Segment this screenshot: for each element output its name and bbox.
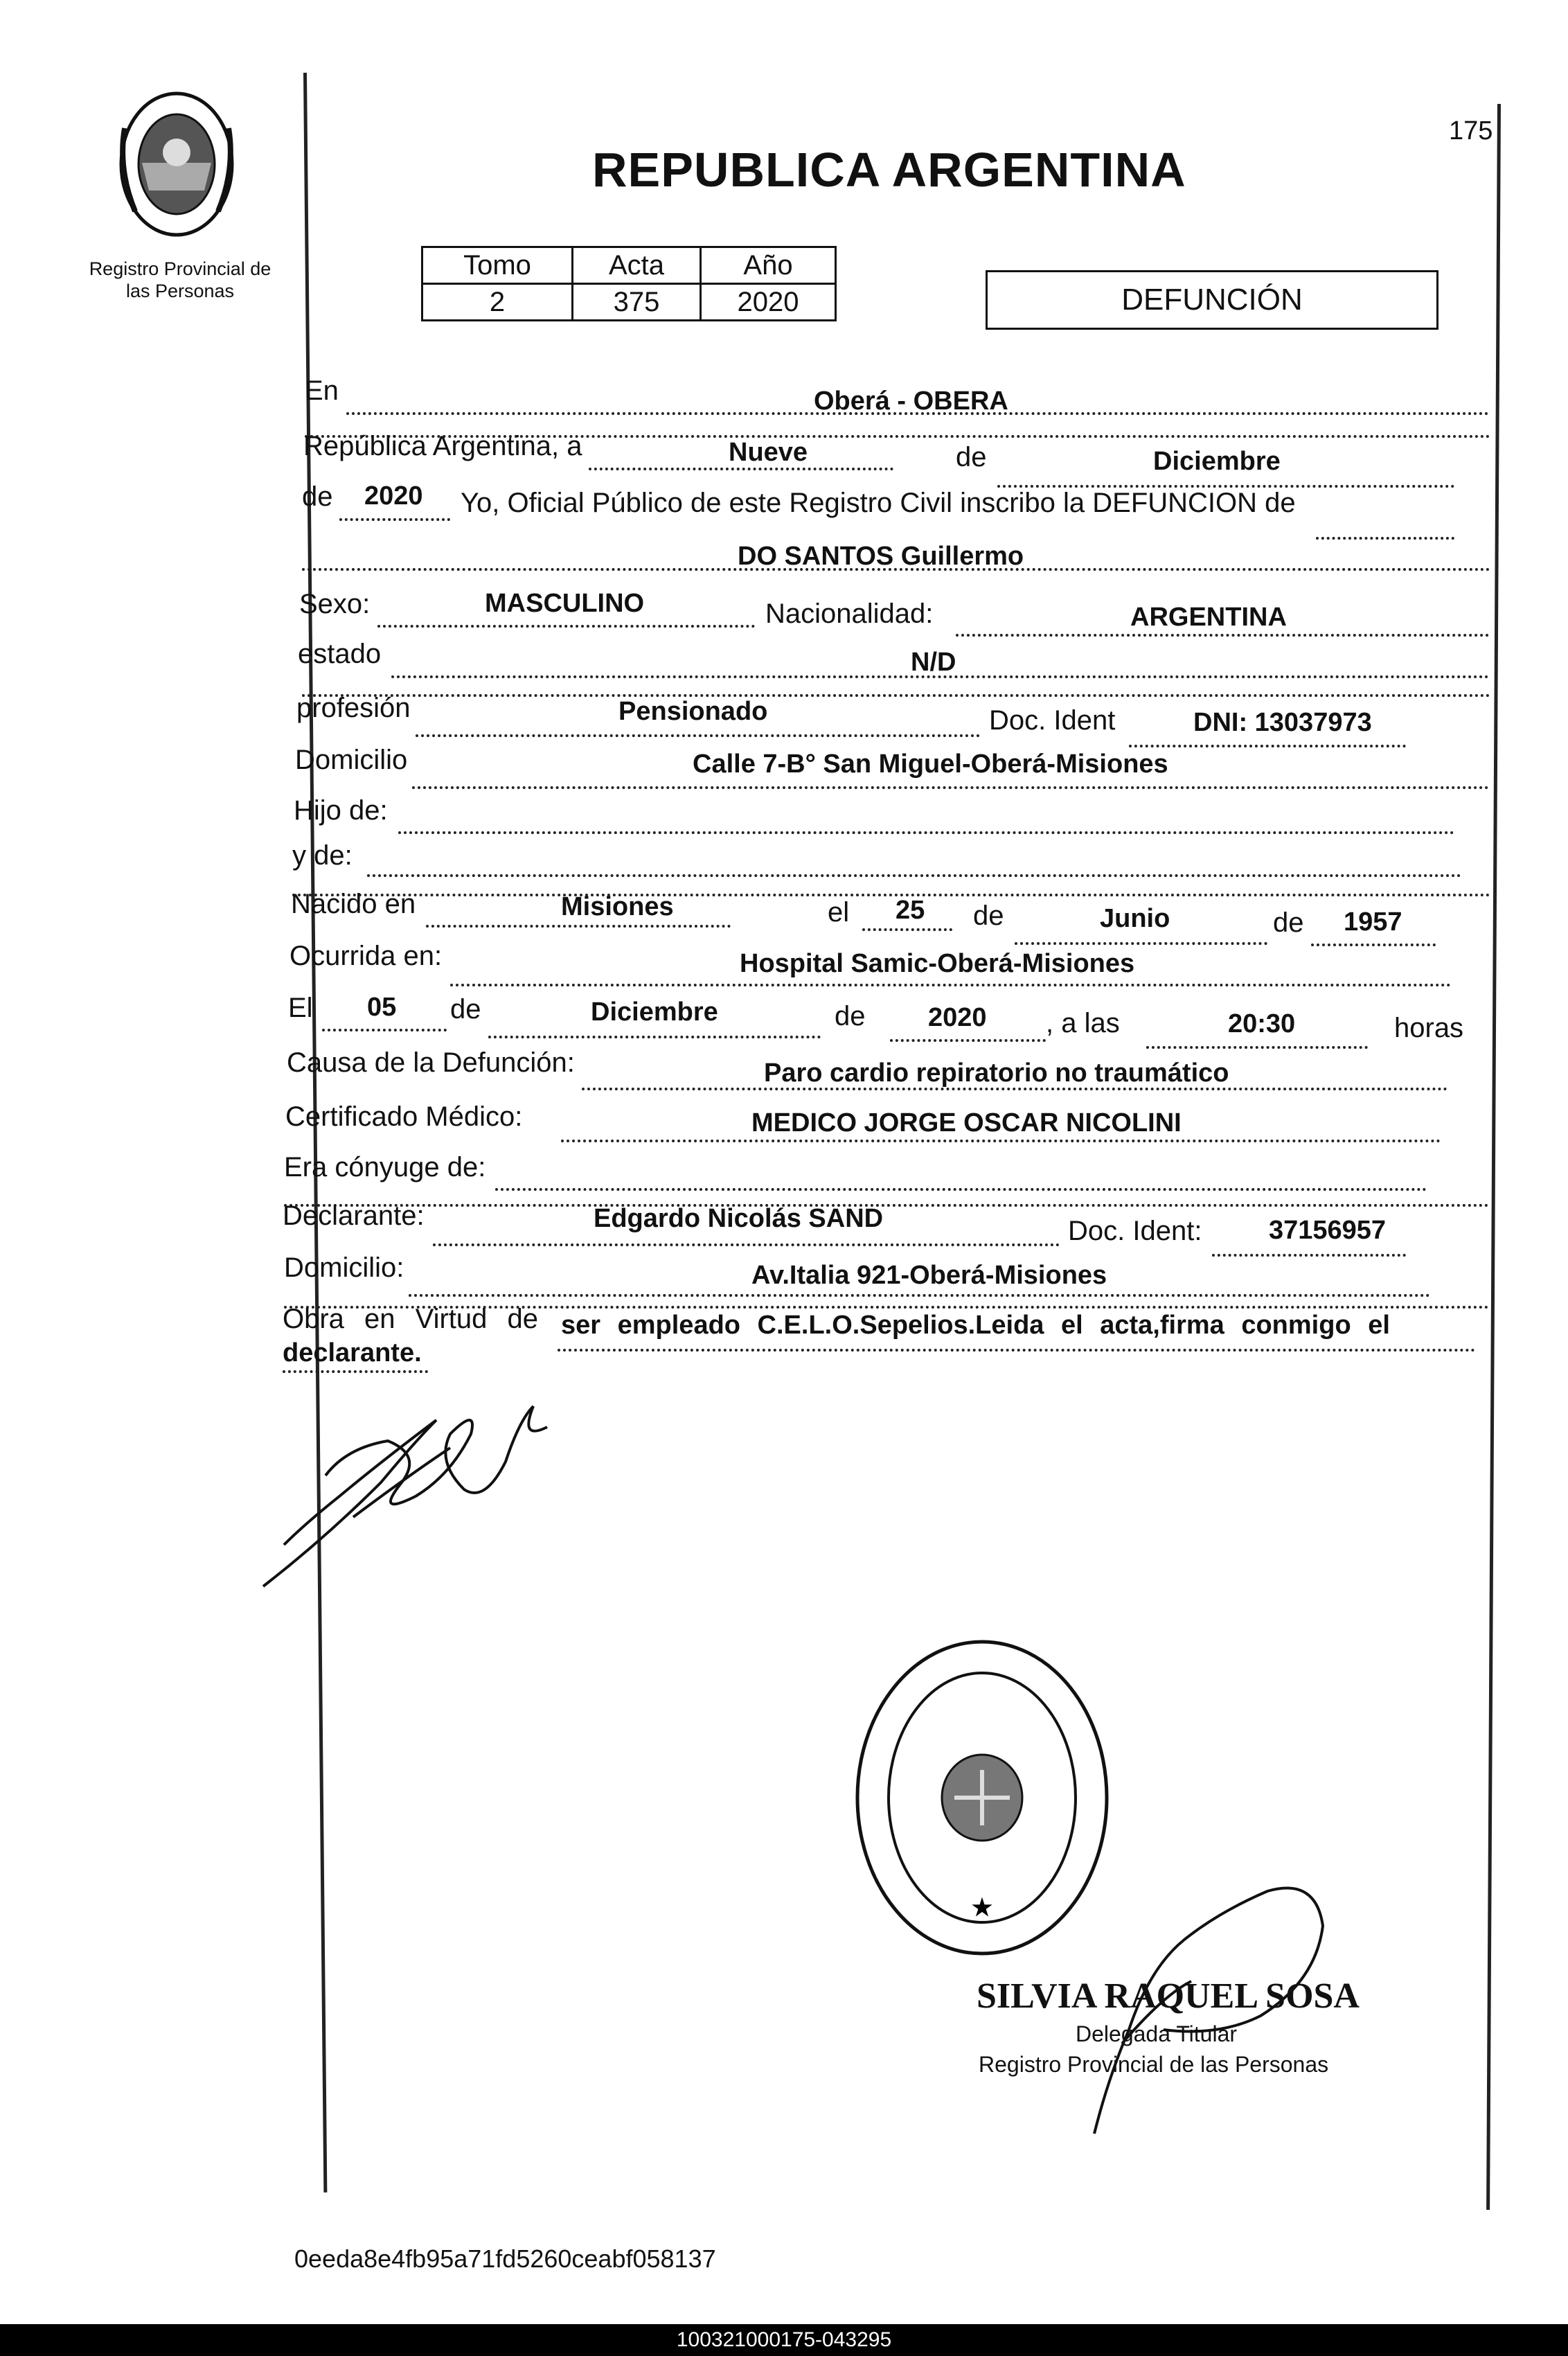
dotted-line [1316,537,1454,540]
causa-value: Paro cardio repiratorio no traumático [764,1059,1229,1088]
seal-star: ★ [971,1895,993,1921]
tomo-header: Tomo [422,247,573,284]
declarante-doc-value: 37156957 [1269,1216,1387,1245]
oficial-text: Yo, Oficial Público de este Registro Civil inscribo la DEFUNCION de [461,488,1296,518]
dotted-line [302,694,1490,697]
conyuge-label: Era cónyuge de: [284,1152,486,1183]
document-code: 100321000175-043295 [0,2324,1568,2356]
dotted-line [398,831,1454,834]
dotted-line [890,1039,1046,1042]
de-label: de [973,901,1004,931]
dotted-line [558,1349,1475,1352]
y-de-label: y de: [292,840,353,871]
nacido-value: Misiones [561,892,674,921]
dotted-line [377,625,755,628]
signatory-name: SILVIA RAQUEL SOSA [977,1976,1360,2016]
en-label: En [305,375,339,406]
death-time: 20:30 [1228,1009,1296,1038]
dotted-line [283,1370,428,1373]
domicilio-declarante-value: Av.Italia 921-Oberá-Misiones [751,1261,1107,1290]
republica-label: República Argentina, a [303,431,582,461]
dotted-line [956,634,1489,637]
hijo-de-label: Hijo de: [294,795,388,826]
obra-value: ser empleado C.E.L.O.Sepelios.Leida el acta,firma conmigo el [561,1311,1390,1340]
ocurrida-value: Hospital Samic-Oberá-Misiones [740,949,1135,978]
obra-value-continued: declarante. [283,1338,422,1367]
de-label: de [450,994,481,1025]
domicilio-value: Calle 7-B° San Miguel-Oberá-Misiones [693,750,1168,779]
anio-value: 2020 [701,284,836,321]
causa-label: Causa de la Defunción: [287,1047,575,1078]
dotted-line [450,984,1451,986]
record-table [421,246,837,321]
birth-month: Junio [1100,904,1170,933]
sexo-label: Sexo: [299,589,371,619]
dotted-line [433,1243,1060,1246]
dotted-line [1311,944,1436,946]
dotted-line [426,925,731,928]
record-type-box: DEFUNCIÓN [986,270,1438,330]
nacido-label: Nacido en [291,889,416,919]
dotted-line [409,1294,1430,1297]
declarante-label: Declarante: [283,1201,425,1231]
sexo-value: MASCULINO [485,589,645,618]
doc-ident-label: Doc. Ident: [1068,1216,1202,1246]
acta-header: Acta [573,247,701,284]
deceased-name: DO SANTOS Guillermo [738,542,1024,571]
dotted-line [1146,1046,1368,1049]
a-las-label: , a las [1046,1008,1120,1038]
estado-label: estado [298,639,382,669]
year-value: 2020 [364,481,423,511]
death-month: Diciembre [591,998,718,1027]
dotted-line [322,1029,447,1031]
signatory-office: Registro Provincial de las Personas [979,2052,1329,2077]
profesion-label: profesión [296,693,411,723]
dotted-line [1212,1254,1406,1257]
province-crest-logo [114,87,239,242]
de-label: de [1273,907,1304,938]
obra-label: Obra en Virtud de [283,1304,539,1334]
el-label: el [828,897,850,928]
page-title: REPUBLICA ARGENTINA [592,143,1186,197]
dotted-line [1015,942,1267,945]
dotted-line [412,786,1489,789]
day-value: Nueve [729,438,808,467]
de-label: de [835,1001,866,1031]
profesion-value: Pensionado [618,697,768,726]
ocurrida-label: Ocurrida en: [289,941,443,971]
dotted-line [367,874,1461,877]
nacionalidad-label: Nacionalidad: [765,599,934,629]
month-value: Diciembre [1153,447,1281,476]
place-value: Oberá - OBERA [814,387,1008,416]
de-label: de [302,481,333,512]
dotted-line [589,468,893,470]
horas-label: horas [1394,1013,1464,1043]
declarant-signature [242,1379,575,1600]
doc-ident-value: DNI: 13037973 [1193,708,1372,737]
registry-label: Registro Provincial de las Personas [89,258,271,301]
page-number: 175 [1449,116,1493,145]
declarante-value: Edgardo Nicolás SAND [594,1204,884,1233]
estado-value: N/D [911,648,956,677]
domicilio-label: Domicilio: [284,1252,404,1283]
dotted-line [292,894,1490,896]
dotted-line [339,518,450,521]
document-hash: 0eeda8e4fb95a71fd5260ceabf058137 [294,2244,716,2273]
death-day: 05 [367,993,397,1022]
tomo-value: 2 [422,284,573,321]
acta-value: 375 [573,284,701,321]
signatory-role: Delegada Titular [1076,2021,1238,2046]
dotted-line [488,1036,821,1038]
certificado-label: Certificado Médico: [285,1101,523,1132]
right-margin-line [1486,104,1501,2210]
dotted-line [416,734,980,737]
el-label: El [288,993,313,1023]
de-label: de [956,442,987,472]
death-year: 2020 [928,1003,987,1032]
official-seal [850,1635,1114,1960]
anio-header: Año [701,247,836,284]
birth-day: 25 [896,896,925,925]
nacionalidad-value: ARGENTINA [1130,603,1287,632]
doc-ident-label: Doc. Ident [989,705,1116,736]
dotted-line [495,1188,1427,1191]
domicilio-label: Domicilio [295,745,408,775]
dotted-line [284,1204,1489,1207]
dotted-line [561,1140,1441,1142]
dotted-line [1129,745,1406,747]
dotted-line [862,928,952,931]
certificado-value: MEDICO JORGE OSCAR NICOLINI [751,1108,1182,1137]
birth-year: 1957 [1344,907,1402,937]
